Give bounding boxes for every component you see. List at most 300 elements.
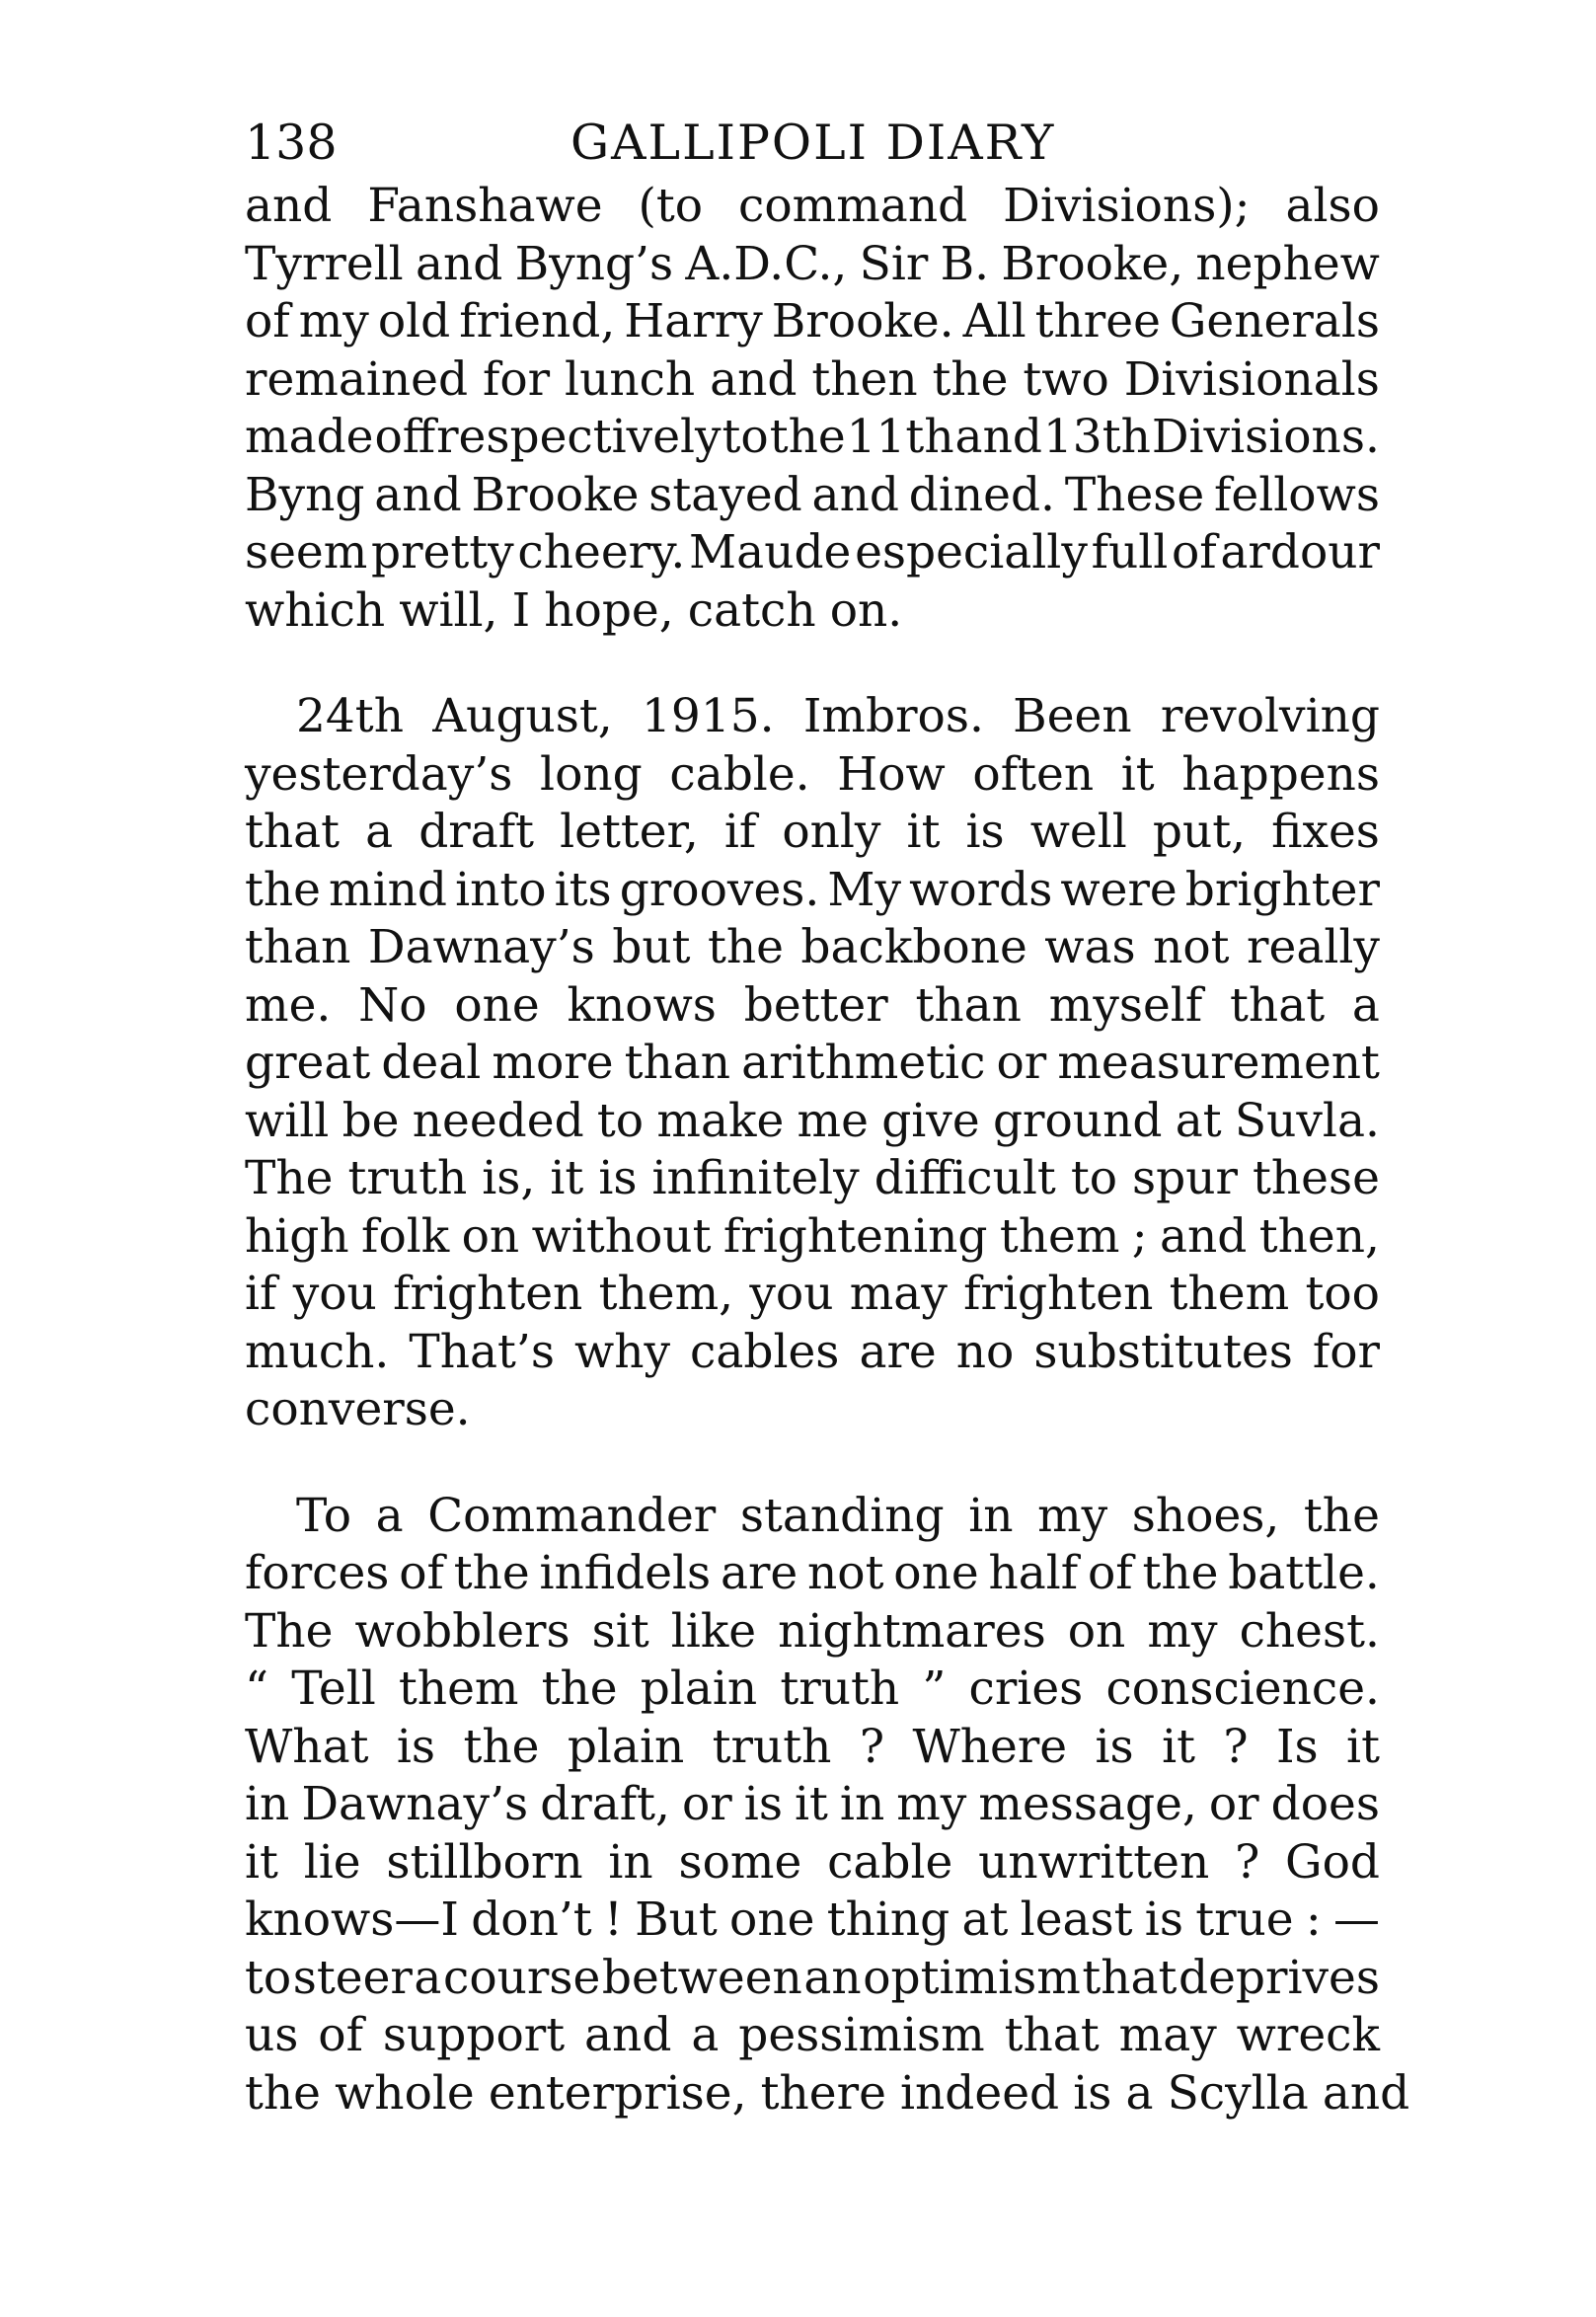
text-line — [245, 1661, 1380, 1719]
text-line — [245, 862, 1380, 920]
word: will — [245, 1093, 330, 1148]
word: Fanshawe — [367, 179, 603, 233]
word: at — [961, 1892, 1009, 1947]
word: deprives — [1178, 1950, 1380, 2005]
text-line — [245, 582, 1380, 641]
word: them — [398, 1661, 519, 1716]
word: great — [245, 1036, 371, 1090]
text-line — [245, 1603, 1380, 1661]
word: wobblers — [354, 1603, 570, 1659]
word: at — [1175, 1093, 1222, 1148]
word: B. — [940, 236, 990, 291]
word: battle. — [1228, 1546, 1380, 1600]
text-line — [245, 1324, 1380, 1382]
word: these — [1253, 1151, 1380, 1205]
word: off — [374, 410, 436, 464]
word: and — [245, 179, 333, 233]
word: Commander — [427, 1488, 717, 1543]
word: To — [296, 1488, 351, 1543]
word: more — [492, 1036, 614, 1090]
word: stillborn — [386, 1834, 583, 1890]
word: on — [1067, 1603, 1126, 1659]
text-line — [245, 1208, 1380, 1267]
word: not — [1153, 920, 1230, 974]
word: Byng — [245, 467, 365, 522]
word: cables — [690, 1324, 840, 1379]
word: frighten — [393, 1267, 583, 1321]
word: yesterday’s — [245, 746, 513, 802]
word: if — [245, 1267, 277, 1321]
paragraph — [245, 688, 1380, 1439]
paragraph — [245, 178, 1380, 640]
word: give — [881, 1093, 980, 1148]
word: 24th — [296, 689, 404, 743]
word: that — [1230, 977, 1326, 1033]
word: ardour — [1220, 525, 1380, 579]
word: you — [749, 1267, 834, 1321]
text-line — [245, 409, 1380, 467]
word: or — [682, 1777, 732, 1831]
text-line — [245, 351, 1380, 410]
word: is — [396, 1719, 436, 1774]
word: (to — [638, 179, 704, 233]
word: mind — [329, 862, 448, 917]
word: Tyrrell — [245, 236, 404, 291]
word: Is — [1275, 1719, 1319, 1774]
text-line — [245, 2065, 1410, 2124]
word: two — [1023, 351, 1109, 407]
word: and — [710, 351, 798, 407]
word: ? — [1223, 1719, 1249, 1774]
text-line — [245, 1093, 1380, 1151]
word: Divisionals — [1123, 351, 1380, 407]
word: truth — [712, 1719, 832, 1774]
word: Brooke. — [771, 294, 954, 348]
word: one — [454, 977, 540, 1033]
text-line — [245, 467, 1380, 525]
word: half — [988, 1546, 1079, 1600]
word: than — [624, 1036, 731, 1090]
text-line — [245, 977, 1380, 1036]
word: a — [365, 805, 394, 859]
word: nephew — [1195, 236, 1380, 291]
word: substitutes — [1033, 1324, 1293, 1379]
text-line — [245, 1381, 1380, 1439]
word: cries — [968, 1661, 1084, 1716]
text-line — [245, 746, 1380, 805]
word: one — [893, 1546, 979, 1600]
word: than — [245, 920, 351, 974]
word: Maude — [689, 525, 852, 579]
word: it — [245, 1834, 278, 1890]
word: on. — [829, 582, 903, 638]
word: it — [794, 1777, 828, 1831]
word: especially — [855, 525, 1088, 579]
word: friend, — [459, 294, 616, 348]
word: frighten — [963, 1267, 1154, 1321]
word: not — [807, 1546, 884, 1600]
word: catch — [687, 582, 816, 638]
word: the — [1142, 1546, 1219, 1600]
word: them — [1169, 1267, 1290, 1321]
word: The — [245, 1603, 334, 1659]
word: 11th — [846, 410, 954, 464]
word: three — [1034, 294, 1161, 348]
word: August, — [432, 689, 613, 743]
word: my — [1037, 1488, 1108, 1543]
word: chest. — [1239, 1603, 1380, 1659]
word: full — [1091, 525, 1169, 579]
word: infidels — [539, 1546, 712, 1600]
text-line — [245, 1950, 1380, 2008]
text-line — [245, 293, 1380, 351]
word: the — [453, 1546, 530, 1600]
word: is — [1095, 1719, 1134, 1774]
word: a — [1125, 2065, 1154, 2121]
word: truth — [780, 1661, 900, 1716]
word: whole — [335, 2065, 475, 2121]
text-line — [245, 1488, 1380, 1546]
word: — — [1332, 1892, 1380, 1947]
word: there — [760, 2065, 886, 2121]
word: brighter — [1184, 862, 1380, 917]
word: my — [896, 1777, 967, 1831]
word: it — [1120, 746, 1155, 802]
text-line — [245, 1776, 1380, 1834]
word: a — [414, 1950, 442, 2005]
word: optimism — [863, 1950, 1081, 2005]
word: the — [769, 410, 846, 464]
word: respectively — [436, 410, 722, 464]
word: sit — [591, 1603, 649, 1659]
word: measurement — [1057, 1036, 1380, 1090]
word: stayed — [648, 467, 802, 522]
word: Divisions); — [1003, 179, 1251, 233]
text-line — [245, 178, 1380, 236]
word: unwritten — [978, 1834, 1210, 1890]
word: These — [1064, 467, 1205, 522]
word: without — [531, 1208, 712, 1264]
word: no — [955, 1324, 1015, 1379]
word: old — [377, 294, 451, 348]
word: also — [1285, 179, 1380, 233]
page-header — [245, 109, 1380, 178]
word: an — [803, 1950, 862, 2005]
word: that — [1004, 2008, 1100, 2062]
running-title: GALLIPOLI DIARY — [570, 115, 1056, 171]
word: revolving — [1160, 689, 1380, 743]
word: : — [1305, 1892, 1322, 1947]
word: 13th — [1042, 410, 1151, 464]
text-line — [245, 1035, 1380, 1093]
word: put, — [1152, 805, 1247, 859]
word: then — [811, 351, 918, 407]
word: that — [245, 805, 341, 859]
word: words — [909, 862, 1053, 917]
word: but — [612, 920, 691, 974]
word: true — [1195, 1892, 1294, 1947]
text-line — [245, 688, 1380, 746]
word: on — [461, 1208, 520, 1264]
word: the — [463, 1719, 540, 1774]
word: My — [827, 862, 902, 917]
word: then, — [1258, 1208, 1380, 1264]
word: lie — [303, 1834, 361, 1890]
word: lunch — [565, 351, 696, 407]
word: dined. — [908, 467, 1055, 522]
word: draft, — [540, 1777, 670, 1831]
word: needed — [412, 1093, 584, 1148]
word: I — [511, 582, 531, 638]
word: backbone — [800, 920, 1027, 974]
word: it — [550, 1151, 584, 1205]
word: one — [729, 1892, 815, 1947]
word: them, — [598, 1267, 734, 1321]
word: Scylla — [1167, 2065, 1309, 2121]
word: How — [837, 746, 946, 802]
word: draft — [418, 805, 535, 859]
word: nightmares — [778, 1603, 1046, 1659]
word: be — [342, 1093, 400, 1148]
word: “ — [245, 1661, 269, 1716]
word: ; — [1131, 1208, 1148, 1264]
word: and — [584, 2008, 672, 2062]
word: are — [859, 1324, 937, 1379]
word: and — [954, 410, 1042, 464]
word: myself — [1048, 977, 1203, 1033]
word: ” — [922, 1661, 947, 1716]
word: Generals — [1169, 294, 1380, 348]
word: What — [245, 1719, 369, 1774]
word: Dawnay’s — [301, 1777, 529, 1831]
word: will, — [399, 582, 498, 638]
word: and — [374, 467, 462, 522]
word: of — [399, 1546, 444, 1600]
word: the — [245, 2065, 321, 2121]
word: truth — [347, 1151, 468, 1205]
word: to — [596, 1093, 645, 1148]
word: is — [1073, 2065, 1112, 2121]
word: That’s — [409, 1324, 555, 1379]
word: does — [1270, 1777, 1380, 1831]
word: which — [245, 582, 386, 638]
word: indeed — [900, 2065, 1060, 2121]
text-line — [245, 1719, 1380, 1777]
word: and — [811, 467, 899, 522]
word: in — [839, 1777, 885, 1831]
word: my — [1147, 1603, 1218, 1659]
word: arithmetic — [741, 1036, 986, 1090]
word: well — [1029, 805, 1127, 859]
word: course — [443, 1950, 601, 2005]
word: standing — [739, 1488, 945, 1543]
word: cheery. — [517, 525, 686, 579]
word: ground — [992, 1093, 1163, 1148]
word: cable — [827, 1834, 953, 1890]
word: least — [1020, 1892, 1133, 1947]
word: to — [245, 1950, 292, 2005]
word: that — [1082, 1950, 1178, 2005]
text-line — [245, 1834, 1380, 1892]
word: enterprise, — [488, 2065, 747, 2121]
word: wreck — [1236, 2008, 1380, 2062]
word: better — [743, 977, 888, 1033]
page-number: 138 — [245, 115, 338, 171]
word: of — [318, 2008, 363, 2062]
word: conscience. — [1105, 1661, 1380, 1716]
word: and — [415, 236, 503, 291]
word: grooves. — [619, 862, 820, 917]
word: Where — [912, 1719, 1068, 1774]
word: Sir — [859, 236, 929, 291]
word: infinitely — [651, 1151, 860, 1205]
word: or — [1208, 1777, 1259, 1831]
paragraph — [245, 1488, 1410, 2124]
word: Been — [1013, 689, 1132, 743]
word: A.D.C., — [685, 236, 848, 291]
word: it — [1162, 1719, 1195, 1774]
word: Suvla. — [1234, 1093, 1380, 1148]
word: for — [482, 351, 551, 407]
word: between — [601, 1950, 802, 2005]
word: knows—I — [245, 1892, 459, 1947]
text-line — [245, 1545, 1380, 1603]
word: the — [932, 351, 1009, 407]
word: me. — [245, 977, 332, 1033]
word: ! — [603, 1892, 623, 1947]
word: a — [691, 2008, 720, 2062]
word: to — [722, 410, 769, 464]
word: a — [1351, 977, 1380, 1033]
word: the — [1303, 1488, 1380, 1543]
word: don’t — [471, 1892, 592, 1947]
word: Brooke, — [1001, 236, 1184, 291]
word: you — [292, 1267, 377, 1321]
word: made — [245, 410, 374, 464]
word: is — [1144, 1892, 1183, 1947]
word: is — [965, 805, 1005, 859]
word: plain — [567, 1719, 685, 1774]
word: than — [915, 977, 1022, 1033]
word: a — [375, 1488, 404, 1543]
word: pretty — [371, 525, 514, 579]
word: folk — [361, 1208, 450, 1264]
word: and — [1322, 2065, 1410, 2121]
word: like — [670, 1603, 757, 1659]
word: us — [245, 2008, 299, 2062]
paragraph-gap — [245, 1439, 1380, 1488]
word: Brooke — [471, 467, 640, 522]
word: difficult — [874, 1151, 1056, 1205]
word: high — [245, 1208, 349, 1264]
word: hope, — [544, 582, 674, 638]
word: its — [554, 862, 612, 917]
word: are — [720, 1546, 798, 1600]
word: ? — [1235, 1834, 1260, 1890]
word: and — [1159, 1208, 1248, 1264]
word: thing — [826, 1892, 950, 1947]
word: All — [962, 294, 1026, 348]
word: into — [455, 862, 547, 917]
word: my — [298, 294, 369, 348]
word: long — [540, 746, 643, 802]
word: cable. — [669, 746, 810, 802]
word: steer — [292, 1950, 413, 2005]
word: me — [797, 1093, 869, 1148]
word: message, — [978, 1777, 1197, 1831]
word: is — [743, 1777, 783, 1831]
word: deal — [381, 1036, 482, 1090]
word: often — [972, 746, 1095, 802]
word: frightening — [722, 1208, 988, 1264]
word: of — [245, 294, 290, 348]
word: the — [541, 1661, 618, 1716]
text-line — [245, 1892, 1380, 1950]
word: fixes — [1271, 805, 1380, 859]
word: remained — [245, 351, 469, 407]
word: in — [608, 1834, 653, 1890]
text-line — [245, 236, 1380, 294]
word: much. — [245, 1324, 390, 1379]
word: the — [245, 862, 321, 917]
word: Divisions. — [1151, 410, 1380, 464]
word: support — [382, 2008, 566, 2062]
word: may — [849, 1267, 948, 1321]
word: only — [782, 805, 881, 859]
word: of — [1172, 525, 1217, 579]
word: them — [999, 1208, 1120, 1264]
text-line — [245, 1266, 1380, 1324]
word: is — [598, 1151, 638, 1205]
word: or — [996, 1036, 1047, 1090]
paragraph-gap — [245, 640, 1380, 688]
word: command — [738, 179, 968, 233]
word: the — [707, 920, 784, 974]
word: Tell — [291, 1661, 376, 1716]
word: Harry — [624, 294, 763, 348]
word: converse. — [245, 1382, 471, 1436]
word: 1915. — [642, 689, 775, 743]
word: pessimism — [738, 2008, 985, 2062]
word: Dawnay’s — [367, 920, 595, 974]
word: in — [968, 1488, 1014, 1543]
text-line — [245, 804, 1380, 862]
word: for — [1312, 1324, 1380, 1379]
word: make — [656, 1093, 785, 1148]
word: was — [1044, 920, 1136, 974]
word: knows — [567, 977, 717, 1033]
body-text — [245, 178, 1410, 2123]
word: were — [1060, 862, 1178, 917]
word: plain — [640, 1661, 758, 1716]
word: No — [358, 977, 427, 1033]
word: happens — [1181, 746, 1380, 802]
word: ? — [859, 1719, 885, 1774]
word: The — [245, 1151, 334, 1205]
word: But — [635, 1892, 718, 1947]
word: may — [1118, 2008, 1217, 2062]
word: Byng’s — [514, 236, 674, 291]
word: really — [1247, 920, 1380, 974]
word: some — [678, 1834, 802, 1890]
book-page — [245, 109, 1410, 2123]
text-line — [245, 1150, 1380, 1208]
word: too — [1305, 1267, 1380, 1321]
word: Imbros. — [802, 689, 984, 743]
word: shoes, — [1131, 1488, 1280, 1543]
text-line — [245, 2007, 1380, 2065]
word: is, — [482, 1151, 536, 1205]
